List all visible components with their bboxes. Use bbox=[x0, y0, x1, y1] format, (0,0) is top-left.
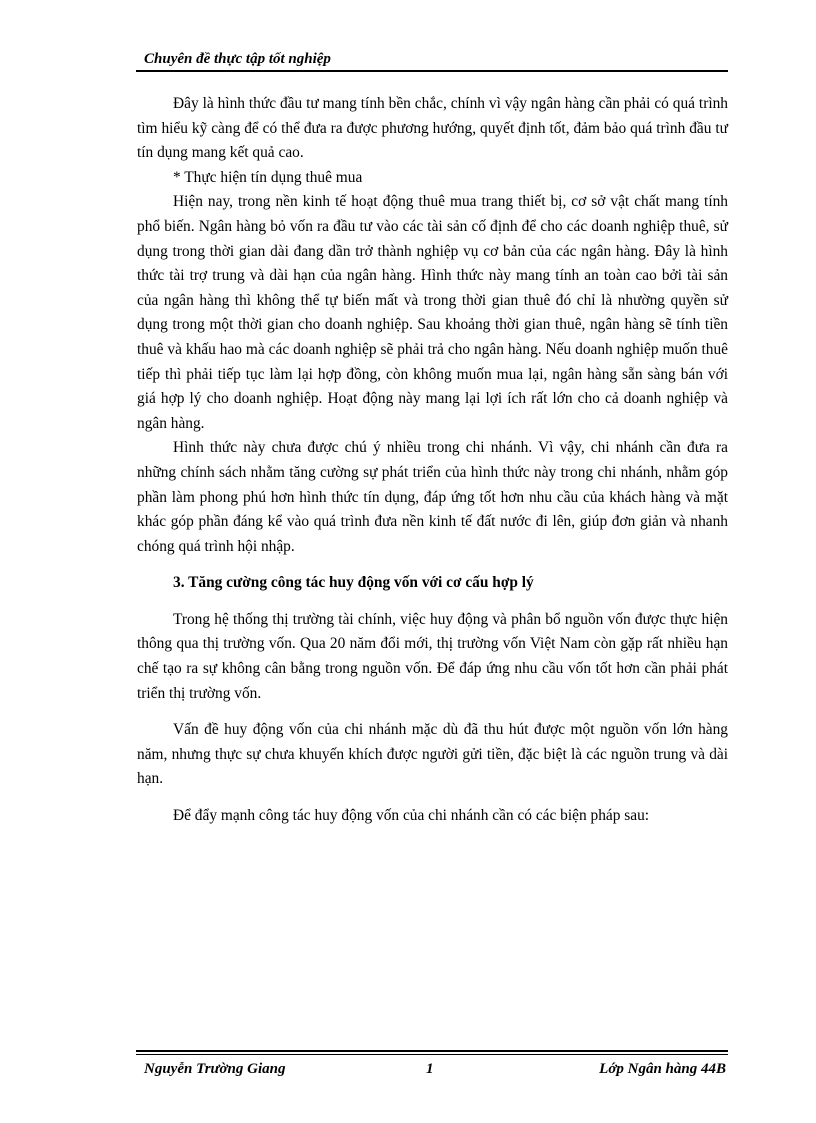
footer-row bbox=[136, 1059, 728, 1081]
page-header bbox=[136, 50, 728, 72]
subheading-leasing: * Thực hiện tín dụng thuê mua bbox=[173, 168, 363, 186]
paragraph-measures: Để đẩy mạnh công tác huy động vốn của chi nhánh cần có các biện pháp sau: bbox=[173, 807, 650, 825]
footer-rule-thin bbox=[136, 1054, 728, 1055]
header-title: Chuyên đề thực tập tốt nghiệp bbox=[144, 51, 331, 67]
page-footer bbox=[136, 1050, 728, 1081]
paragraph-capital-market: Trong hệ thống thị trường tài chính, việc huy động và phân bổ nguồn vốn được thực hiện thông qua thị trường vốn. Qua 20 năm đổi mới, thị trường vốn Việt Nam còn gặp rất nhiều hạn chế tạo ra sự không cân bằng trong nguồn vốn. Để đáp ứng nhu cầu vốn tốt hơn cần phải phát triển thị trường vốn. bbox=[137, 610, 728, 702]
footer-author: Nguyễn Trường Giang bbox=[144, 1061, 286, 1077]
footer-class: Lớp Ngân hàng 44B bbox=[599, 1061, 726, 1077]
header-rule bbox=[136, 70, 728, 72]
document-body bbox=[137, 92, 728, 829]
paragraph-intro: Đây là hình thức đầu tư mang tính bền chắc, chính vì vậy ngân hàng cần phải có quá trình tìm hiểu kỹ càng để có thể đưa ra được phương hướng, quyết định tốt, đảm bảo quá trình đầu tư tín dụng mang kết quả cao. bbox=[137, 95, 728, 162]
section-heading-3: 3. Tăng cường công tác huy động vốn với cơ cấu hợp lý bbox=[173, 574, 534, 592]
paragraph-leasing: Hiện nay, trong nền kinh tế hoạt động thuê mua trang thiết bị, cơ sở vật chất mang tính phổ biến. Ngân hàng bỏ vốn ra đầu tư vào các tài sản cố định để cho các doanh nghiệp thuê, sử dụng trong thời gian dài đang dần trở thành nghiệp vụ cơ bản của các ngân hàng. Đây là hình thức tài trợ trung và dài hạn của ngân hàng. Hình thức này mang tính an toàn cao bởi tài sản của ngân hàng thì không thể tự biến mất và trong thời gian thuê đó chỉ là nhường quyền sử dụng trong một thời gian cho doanh nghiệp. Sau khoảng thời gian thuê, ngân hàng sẽ tính tiền thuê và khấu hao mà các doanh nghiệp sẽ phải trả cho ngân hàng. Nếu doanh nghiệp muốn thuê tiếp thì phải tiếp tục làm lại hợp đồng, còn không muốn mua lại, ngân hàng sẵn sàng bán với giá hợp lý cho doanh nghiệp. Hoạt động này mang lại lợi ích rất lớn cho cả doanh nghiệp và ngân hàng. bbox=[137, 193, 728, 432]
footer-page-number: 1 bbox=[426, 1061, 434, 1077]
footer-rule-thick bbox=[136, 1050, 728, 1052]
paragraph-capital-mobilization: Vấn đề huy động vốn của chi nhánh mặc dù đã thu hút được một nguồn vốn lớn hàng năm, nhưng thực sự chưa khuyến khích được người gửi tiền, đặc biệt là các nguồn trung và dài hạn. bbox=[137, 721, 728, 788]
paragraph-branch-policy: Hình thức này chưa được chú ý nhiều trong chi nhánh. Vì vậy, chi nhánh cần đưa ra những chính sách nhằm tăng cường sự phát triển của hình thức này trong chi nhánh, nhằm góp phần làm phong phú hơn hình thức tín dụng, đáp ứng tốt hơn nhu cầu của khách hàng và mặt khác góp phần đáng kể vào quá trình đưa nền kinh tế đất nước đi lên, giúp đơn giản và nhanh chóng quá trình hội nhập. bbox=[137, 439, 728, 555]
